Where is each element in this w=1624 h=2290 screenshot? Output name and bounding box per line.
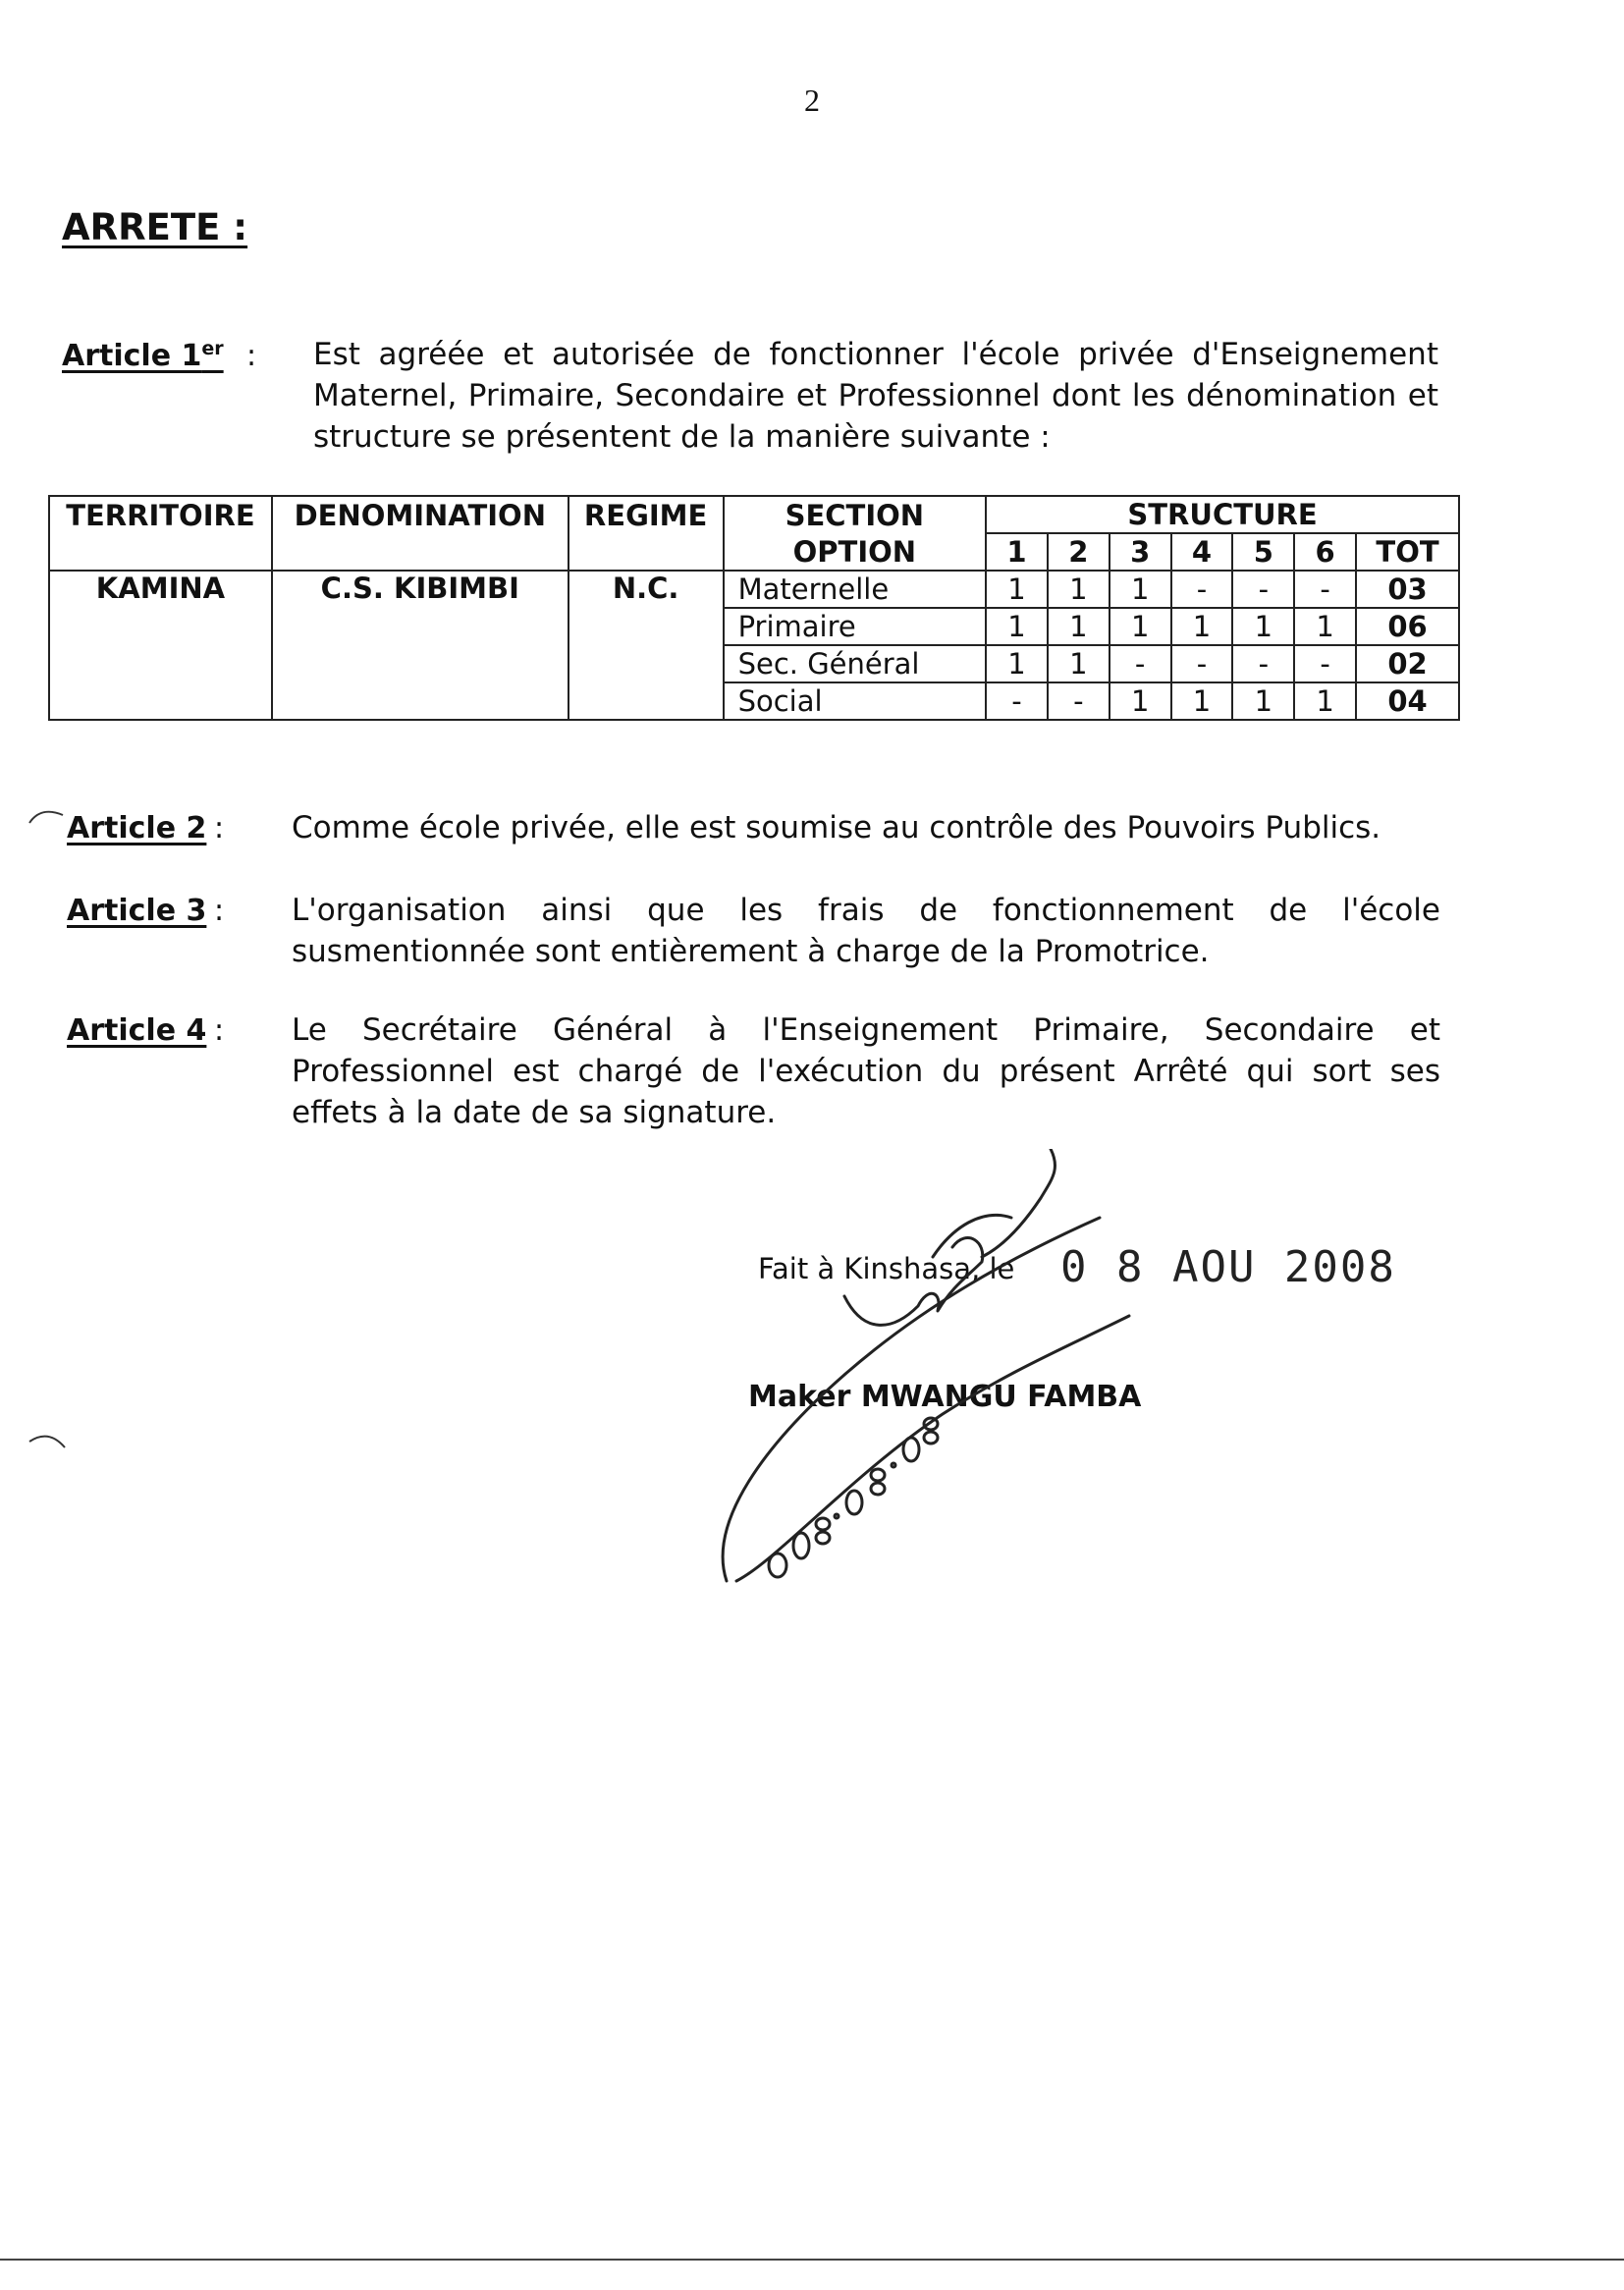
article-2-text: Comme école privée, elle est soumise au contrôle des Pouvoirs Publics. — [292, 810, 1381, 845]
scan-mark — [27, 805, 77, 864]
header-regime: REGIME — [568, 496, 724, 533]
cell-total: 02 — [1356, 645, 1459, 682]
header-level-5: 5 — [1232, 533, 1294, 571]
cell-value: 1 — [1232, 608, 1294, 645]
cell-value: 1 — [1171, 608, 1233, 645]
cell-value: 1 — [986, 571, 1048, 608]
header-territoire: TERRITOIRE — [49, 496, 272, 533]
cell-value: 1 — [1294, 608, 1356, 645]
date-stamp: 0 8 AOU 2008 — [1060, 1242, 1396, 1292]
handwritten-signature — [687, 1149, 1375, 1601]
header-regime-spacer — [568, 533, 724, 571]
cell-value: 1 — [1048, 645, 1110, 682]
cell-value: 1 — [1171, 682, 1233, 720]
signatory-name: Maker MWANGU FAMBA — [748, 1380, 1142, 1414]
cell-section: Social — [724, 682, 987, 720]
cell-value: 1 — [1294, 682, 1356, 720]
article-2-label: Article 2 — [67, 811, 207, 845]
article-4-text: Le Secrétaire Général à l'Enseignement Primaire, Secondaire et Professionnel est chargé de l'exécution du présent Arrêté qui sort ses effets à la date de sa signature. — [292, 1012, 1440, 1130]
header-level-1: 1 — [986, 533, 1048, 571]
article-3-text: L'organisation ainsi que les frais de fonctionnement de l'école susmentionnée sont entièrement à charge de la Promotrice. — [292, 893, 1440, 969]
header-section: SECTION — [724, 496, 987, 533]
cell-section: Primaire — [724, 608, 987, 645]
cell-value: - — [1110, 645, 1171, 682]
cell-total: 06 — [1356, 608, 1459, 645]
header-level-6: 6 — [1294, 533, 1356, 571]
article-1-label-text: Article 1 — [62, 339, 202, 373]
article-2-colon: : — [214, 811, 225, 845]
cell-value: 1 — [1048, 571, 1110, 608]
cell-total: 03 — [1356, 571, 1459, 608]
header-level-3: 3 — [1110, 533, 1171, 571]
cell-value: - — [1232, 571, 1294, 608]
cell-section: Maternelle — [724, 571, 987, 608]
table-header-row-2 — [49, 533, 1459, 571]
cell-value: 1 — [1110, 682, 1171, 720]
footer-rule — [0, 2259, 1624, 2261]
cell-value: 1 — [1110, 571, 1171, 608]
cell-value: - — [1294, 645, 1356, 682]
header-level-2: 2 — [1048, 533, 1110, 571]
cell-denomination: C.S. KIBIMBI — [272, 571, 568, 720]
header-territoire-spacer — [49, 533, 272, 571]
handwritten-date-strokes — [769, 1418, 938, 1577]
table-row — [49, 571, 1459, 608]
article-3-colon: : — [214, 894, 225, 928]
cell-value: - — [986, 682, 1048, 720]
article-1-label-sup: er — [201, 338, 224, 359]
cell-value: 1 — [1048, 608, 1110, 645]
header-tot: TOT — [1356, 533, 1459, 571]
page-number: 2 — [804, 82, 820, 118]
article-1-label — [62, 338, 224, 373]
cell-section: Sec. Général — [724, 645, 987, 682]
document-heading: ARRETE : — [62, 206, 248, 248]
article-1-text: Est agréée et autorisée de fonctionner l'école privée d'Enseignement Maternel, Primaire, Secondaire et Professionnel dont les dénomination et structure se présentent de la manière suivante : — [313, 337, 1438, 455]
header-level-4: 4 — [1171, 533, 1233, 571]
cell-value: - — [1171, 571, 1233, 608]
header-denomination-spacer — [272, 533, 568, 571]
table-header-row-1 — [49, 496, 1459, 533]
scan-mark — [27, 1432, 77, 1461]
cell-territoire: KAMINA — [49, 571, 272, 720]
article-4-label: Article 4 — [67, 1013, 207, 1048]
structure-table — [48, 495, 1460, 721]
cell-value: 1 — [1232, 682, 1294, 720]
header-structure: STRUCTURE — [986, 496, 1459, 533]
header-option: OPTION — [724, 533, 987, 571]
cell-value: - — [1294, 571, 1356, 608]
cell-value: 1 — [986, 608, 1048, 645]
cell-value: 1 — [1110, 608, 1171, 645]
cell-total: 04 — [1356, 682, 1459, 720]
cell-value: - — [1171, 645, 1233, 682]
header-denomination: DENOMINATION — [272, 496, 568, 533]
cell-value: - — [1048, 682, 1110, 720]
place-line: Fait à Kinshasa, le — [758, 1252, 1015, 1285]
article-3-label: Article 3 — [67, 894, 207, 928]
cell-value: - — [1232, 645, 1294, 682]
cell-value: 1 — [986, 645, 1048, 682]
cell-regime: N.C. — [568, 571, 724, 720]
article-4-colon: : — [214, 1013, 225, 1048]
article-1-colon: : — [246, 339, 257, 373]
